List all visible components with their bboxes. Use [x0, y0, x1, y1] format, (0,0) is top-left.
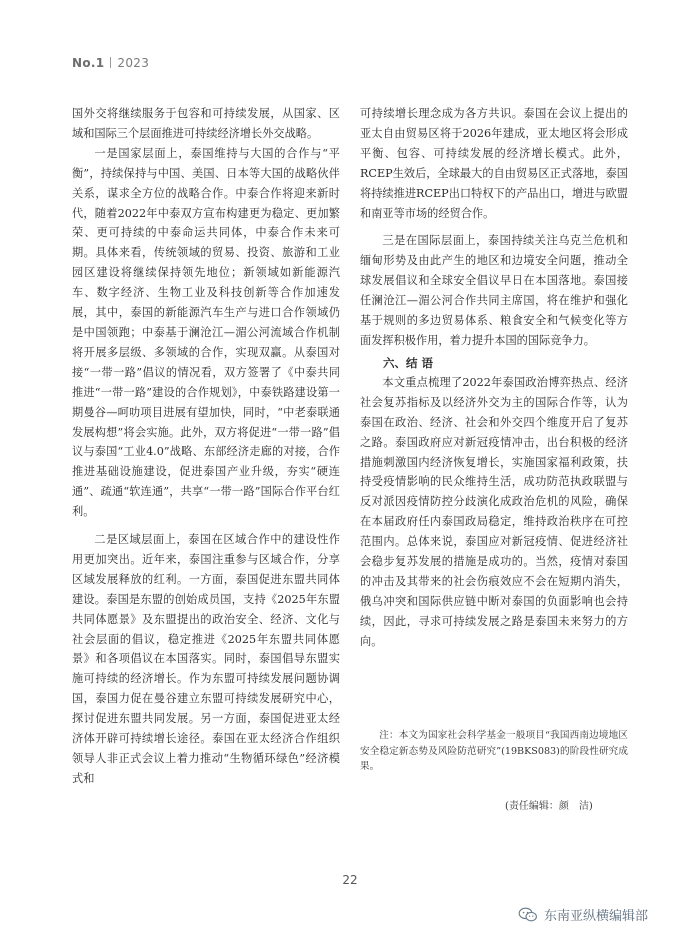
journal-header [72, 56, 149, 70]
funding-note: 注：本文为国家社会科学基金一般项目“我国西南边境地区安全稳定新态势及风险防范研究”(19BKS083)的阶段性研究成果。 [360, 730, 628, 772]
paragraph-conclusion: 本文重点梳理了2022年泰国政治博弈热点、经济社会复苏指标及以经济外交为主的国际合作等，认为泰国在政治、经济、社会和外交四个维度开启了复苏之路。泰国政府应对新冠疫情冲击，出台积极的经济措施刺激国内经济恢复增长，实施国家福利政策，扶持受疫情影响的民众维持生活，成功防范执政联盟与反对派因疫情防控分歧演化成政治危机的风险，确保在本届政府任内泰国政局稳定，维持政治秩序在可控范围内。总体来说，泰国应对新冠疫情、促进经济社会稳步复苏发展的措施是成功的。当然，疫情对泰国的冲击及其带来的社会伤痕效应不会在短期内消失，俄乌冲突和国际供应链中断对泰国的负面影响也会持续，因此，寻求可持续发展之路是泰国未来努力的方向。 [360, 375, 628, 648]
issue-number: No.1 [72, 56, 105, 70]
paragraph-continued-right: 可持续增长理念成为各方共识。泰国在会议上提出的亚太自由贸易区将于2026年建成，亚太地区将会形成平衡、包容、可持续发展的经济增长模式。此外，RCEP生效后，全球最大的自由贸易区正式落地，泰国将持续推进RCEP出口特权下的产品出口，增进与欧盟和南亚等市场的经贸合作。 [360, 107, 628, 220]
paragraph-international-level: 三是在国际层面上，泰国持续关注乌克兰危机和缅甸形势及由此产生的地区和边境安全问题，推动全球发展倡议和全球安全倡议早日在本国落地。泰国接任澜沧江—湄公河合作共同主席国，将在维护和强化基于规则的多边贸易体系、粮食安全和气候变化等方面发挥积极作用，着力提升本国的国际竞争力。 [360, 234, 628, 347]
paragraph-continued: 国外交将继续服务于包容和可持续发展，从国家、区域和国际三个层面推进可持续经济增长外交战略。 [72, 107, 340, 140]
section-heading-conclusion: 六、结 语 [383, 355, 434, 370]
issue-year: 2023 [117, 56, 150, 70]
left-column [72, 104, 340, 789]
right-column [360, 104, 628, 652]
wechat-watermark [518, 905, 648, 924]
page-number: 22 [342, 873, 358, 887]
paragraph-national-level: 一是国家层面上，泰国维持与大国的合作与“平衡”，持续保持与中国、美国、日本等大国的战略伙伴关系，谋求全方位的战略合作。中泰合作将迎来新时代，随着2022年中泰双方宣布构建更为稳定、更加繁荣、更可持续的中泰命运共同体，中泰合作未来可期。具体来看，传统领域的贸易、投资、旅游和工业园区建设将继续保持领先地位；新领域如新能源汽车、数字经济、生物工业及科技创新等合作加速发展，其中，泰国的新能源汽车生产与进口合作领域仍是中国领跑；中泰基于澜沧江—湄公河流域合作机制将开展多层级、多领域的合作，实现双赢。从泰国对接“一带一路”倡议的情况看，双方签署了《中泰共同推进“一带一路”建设的合作规划》，中泰铁路建设第一期曼谷—呵叻项目进展有望加快，同时，“中老泰联通发展构想”将会实施。此外，双方将促进“一带一路”倡议与泰国“工业4.0”战略、东部经济走廊的对接，合作推进基础设施建设，促进泰国产业升级，夯实“硬连通”、疏通“软连通”，共享“一带一路”国际合作平台红利。 [72, 146, 340, 519]
watermark-text: 东南亚纵横编辑部 [544, 909, 649, 924]
paragraph-regional-level: 二是区域层面上，泰国在区域合作中的建设性作用更加突出。近年来，泰国注重参与区域合作，分享区域发展释放的红利。一方面，泰国促进东盟共同体建设。泰国是东盟的创始成员国，支持《2025年东盟共同体愿景》及东盟提出的政治安全、经济、文化与社会层面的倡议，稳定推进《2025年东盟共同体愿景》和各项倡议在本国落实。同时，泰国倡导东盟实施可持续的经济增长。作为东盟可持续发展问题协调国，泰国力促在曼谷建立东盟可持续发展研究中心，探讨促进东盟共同发展。另一方面，泰国促进亚太经济体开辟可持续增长途径。泰国在亚太经济合作组织领导人非正式会议上着力推动“生物循环绿色”经济模式和 [72, 533, 340, 785]
responsible-editor: (责任编辑：颜 洁) [505, 801, 593, 812]
wechat-icon [518, 907, 538, 923]
header-divider [110, 57, 111, 68]
